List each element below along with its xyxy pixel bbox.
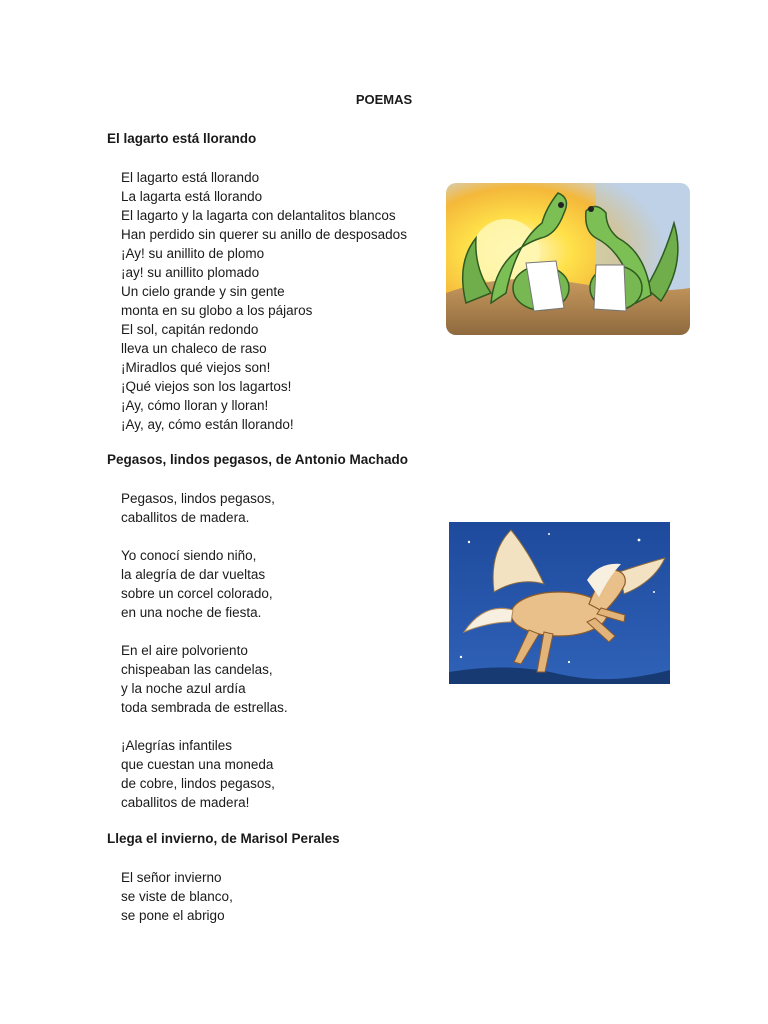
poem-line: en una noche de fiesta. [121,605,262,620]
poem-line: lleva un chaleco de raso [121,341,267,356]
poem-line: ¡Ay! su anillito de plomo [121,246,265,261]
poem-line: Un cielo grande y sin gente [121,284,285,299]
poem-line: sobre un corcel colorado, [121,586,273,601]
poem-line: se viste de blanco, [121,889,233,904]
poem-line: La lagarta está llorando [121,189,263,204]
poem-line: ¡Ay, cómo lloran y lloran! [121,398,269,413]
poem-line: de cobre, lindos pegasos, [121,776,275,791]
poem-line: El señor invierno [121,870,222,885]
document-title: POEMAS [355,92,413,107]
crying-lizards-illustration [446,183,690,335]
poem-line: chispeaban las candelas, [121,662,273,677]
poem-line: Pegasos, lindos pegasos, [121,491,275,506]
poem-line: caballitos de madera! [121,795,250,810]
poem-line: la alegría de dar vueltas [121,567,266,582]
poem-line: El lagarto está llorando [121,170,260,185]
poem-line: monta en su globo a los pájaros [121,303,313,318]
poem-pegasos-stanza-2 [121,546,273,622]
poem-line: ¡Qué viejos son los lagartos! [121,379,292,394]
poem-line: ¡Miradlos qué viejos son! [121,360,271,375]
poem-line: En el aire polvoriento [121,643,248,658]
poem-line: caballitos de madera. [121,510,250,525]
poem-line: Han perdido sin querer su anillo de desposados [121,227,407,242]
poem-line: ¡Alegrías infantiles [121,738,233,753]
winged-horse-illustration [449,522,670,684]
poem-pegasos-stanza-1 [121,489,275,527]
poem-lagarto-stanza-1 [121,168,407,434]
poem-pegasos-stanza-4 [121,736,275,812]
poem-line: El sol, capitán redondo [121,322,259,337]
poem-line: Yo conocí siendo niño, [121,548,257,563]
poem-line: y la noche azul ardía [121,681,246,696]
poem-title-invierno: Llega el invierno, de Marisol Perales [107,831,340,846]
poem-line: ¡Ay, ay, cómo están llorando! [121,417,294,432]
poem-title-pegasos: Pegasos, lindos pegasos, de Antonio Machado [107,452,409,467]
poem-invierno-stanza-1 [121,868,233,925]
poem-line: se pone el abrigo [121,908,225,923]
poem-line: toda sembrada de estrellas. [121,700,288,715]
poem-pegasos-stanza-3 [121,641,288,717]
poem-line: ¡ay! su anillito plomado [121,265,260,280]
poem-line: El lagarto y la lagarta con delantalitos blancos [121,208,396,223]
poem-title-lagarto: El lagarto está llorando [107,131,257,146]
poem-line: que cuestan una moneda [121,757,274,772]
